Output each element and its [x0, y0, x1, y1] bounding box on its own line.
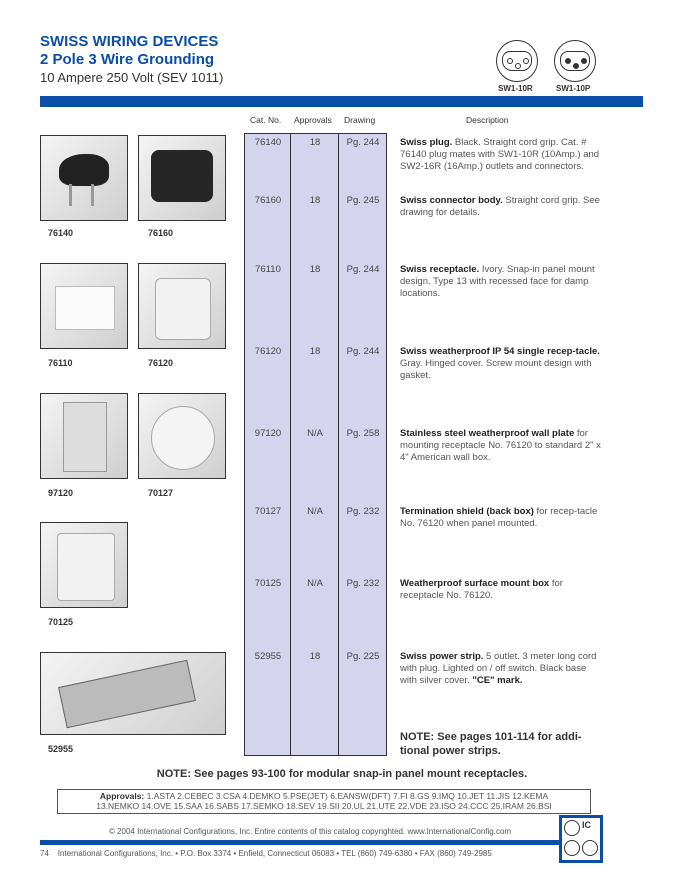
- description-title: Weatherproof surface mount box: [400, 578, 550, 589]
- description-text: Gray. Hinged cover. Screw mount design with gasket.: [400, 358, 592, 381]
- page-subtitle: 2 Pole 3 Wire Grounding: [40, 51, 215, 68]
- rating: 10 Ampere 250 Volt (SEV 1011): [40, 70, 224, 85]
- cat-number: 76110: [255, 264, 281, 275]
- col-header-cat: Cat. No.: [250, 115, 282, 125]
- image-label: 52955: [48, 744, 74, 754]
- copyright: © 2004 International Configurations, Inc. Entire contents of this catalog copyrighted. www.InternationalConfig.com: [108, 827, 512, 836]
- description: [400, 264, 605, 300]
- drawing-ref: Pg. 244: [346, 264, 380, 275]
- drawing-ref: Pg. 245: [346, 195, 380, 206]
- approvals-label: Approvals:: [99, 791, 145, 801]
- col-header-description: Description: [466, 115, 509, 125]
- image-label: 76140: [48, 228, 74, 238]
- product-image-76160: [138, 135, 226, 221]
- product-image-76120: [138, 263, 226, 349]
- footer-bar: [40, 840, 565, 845]
- description-title: Swiss weatherproof IP 54 single recep-tacle.: [400, 346, 600, 357]
- approvals-value: 18: [309, 195, 321, 206]
- company-logo: IC: [559, 815, 603, 863]
- cat-number: 76160: [254, 195, 282, 206]
- image-label: 70127: [148, 488, 174, 498]
- description-title: Swiss connector body.: [400, 195, 503, 206]
- plug-config-icon: [554, 40, 596, 82]
- description: [400, 428, 605, 464]
- header-bar: [40, 96, 643, 107]
- image-label: 76110: [48, 358, 73, 368]
- drawing-column: [338, 133, 387, 756]
- description-title: Swiss power strip.: [400, 651, 484, 662]
- approvals-column: [290, 133, 340, 756]
- approvals-value: N/A: [307, 428, 323, 439]
- approvals-value: 18: [309, 264, 321, 275]
- approvals-value: N/A: [307, 506, 323, 517]
- description-text: for recep-tacle No. 76120 when panel mounted.: [400, 506, 598, 529]
- description-title: Swiss receptacle.: [400, 264, 480, 275]
- cat-number: 97120: [254, 428, 282, 439]
- approvals-line: 1.ASTA 2.CEBEC 3.CSA 4.DEMKO 5.PSE(JET) 6.EANSW(DFT) 7.FI 8.GS 9.IMQ 10.JET 11.JIS 12.KEMA: [144, 791, 549, 801]
- config-label: SW1-10P: [556, 84, 591, 93]
- description-text: Straight cord grip. See drawing for details.: [400, 195, 600, 218]
- drawing-ref: Pg. 232: [346, 506, 380, 517]
- drawing-ref: Pg. 232: [346, 578, 380, 589]
- approvals-value: 18: [309, 651, 321, 662]
- approvals-line: 13.NEMKO 14.OVE 15.SAA 16.SABS 17.SEMKO 18.SEV 19.SII 20.UL 21.UTE 22.VDE 23.ISO 24.CCC 25.IRAM 26.BSI: [96, 801, 552, 811]
- cat-number: 76120: [254, 346, 282, 357]
- page-number: 74: [40, 849, 49, 858]
- cat-number: 76140: [254, 137, 282, 148]
- approvals-value: N/A: [307, 578, 323, 589]
- description: [400, 137, 605, 173]
- description: [400, 346, 605, 382]
- receptacle-config-icon: [496, 40, 538, 82]
- page-title: SWISS WIRING DEVICES: [40, 33, 219, 50]
- footer-address: [40, 849, 492, 858]
- cat-number: 70127: [254, 506, 282, 517]
- power-strip-note: NOTE: See pages 101-114 for addi-tional power strips.: [400, 731, 582, 757]
- image-label: 70125: [48, 617, 74, 627]
- description-text: for receptacle No. 76120.: [400, 578, 563, 601]
- cat-number: 70125: [254, 578, 282, 589]
- product-image-52955: [40, 652, 226, 735]
- description-text: Ivory. Snap-in panel mount design. Type 13 with recessed face for damp locations.: [400, 264, 595, 299]
- image-label: 97120: [48, 488, 74, 498]
- product-image-70125: [40, 522, 128, 608]
- drawing-ref: Pg. 225: [346, 651, 380, 662]
- col-header-drawing: Drawing: [344, 115, 376, 125]
- description-title: Stainless steel weatherproof wall plate: [400, 428, 575, 439]
- description: [400, 651, 605, 687]
- drawing-ref: Pg. 258: [346, 428, 380, 439]
- description-bold: "CE" mark.: [472, 675, 523, 686]
- drawing-ref: Pg. 244: [346, 137, 380, 148]
- description-text: for mounting receptacle No. 76120 to standard 2" x 4" American wall box.: [400, 428, 601, 463]
- description: [400, 578, 605, 602]
- address: International Configurations, Inc. • P.O. Box 3374 • Enfield, Connecticut 06083 • TEL (860) 749-6380 • FAX (860) 749-2985: [57, 849, 492, 858]
- product-image-76110: [40, 263, 128, 349]
- cat-number: 52955: [254, 651, 282, 662]
- image-label: 76160: [148, 228, 174, 238]
- config-label: SW1-10R: [498, 84, 533, 93]
- modular-note: NOTE: See pages 93-100 for modular snap-in panel mount receptacles.: [156, 768, 528, 780]
- approvals-value: 18: [309, 346, 321, 357]
- image-label: 76120: [148, 358, 174, 368]
- approvals-value: 18: [309, 137, 321, 148]
- description-text: Black. Straight cord grip. Cat. # 76140 plug mates with SW1-10R (10Amp.) and SW2-16R (16Amp.) outlets and connectors.: [400, 137, 600, 172]
- drawing-ref: Pg. 244: [346, 346, 380, 357]
- description-title: Termination shield (back box): [400, 506, 534, 517]
- approvals-legend: [57, 789, 591, 814]
- cat-column: [244, 133, 292, 756]
- description: [400, 506, 605, 530]
- description-text: 5 outlet. 3 meter long cord with plug. Lighted on / off switch. Black base with silver cover.: [400, 651, 597, 686]
- product-image-70127: [138, 393, 226, 479]
- product-image-76140: [40, 135, 128, 221]
- col-header-approvals: Approvals: [294, 115, 332, 125]
- description: [400, 195, 605, 219]
- description-title: Swiss plug.: [400, 137, 453, 148]
- product-image-97120: [40, 393, 128, 479]
